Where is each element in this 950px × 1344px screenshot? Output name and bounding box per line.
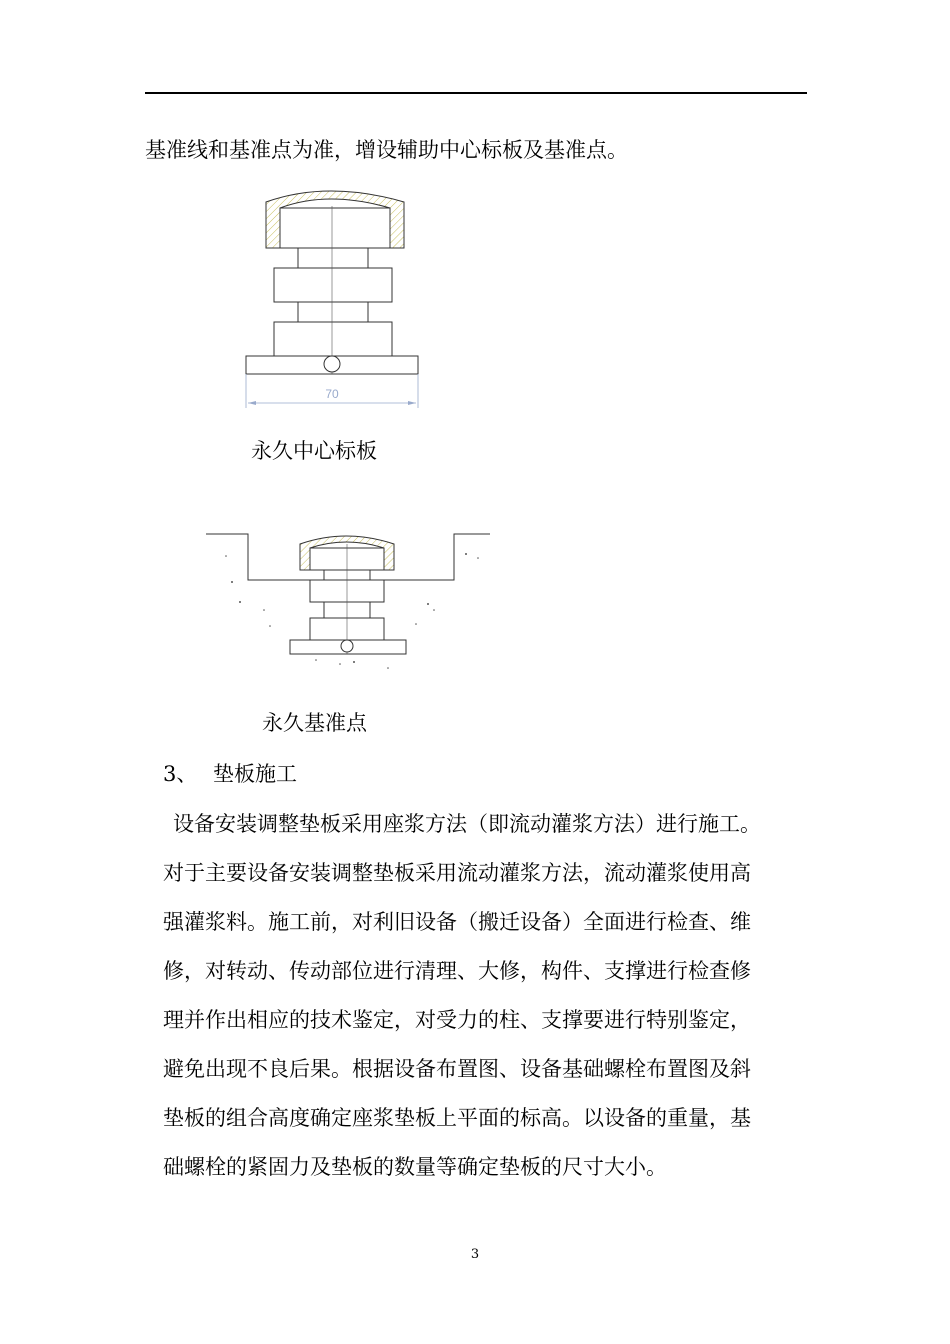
paragraph-line: 修，对转动、传动部位进行清理、大修，构件、支撑进行检查修 — [163, 959, 751, 983]
header-rule — [145, 92, 807, 94]
figure1-caption: 永久中心标板 — [251, 439, 377, 463]
paragraph-line: 础螺栓的紧固力及垫板的数量等确定垫板的尺寸大小。 — [163, 1155, 667, 1179]
cap-hatch — [266, 191, 404, 248]
section-number: 3、 — [163, 762, 198, 786]
page-number: 3 — [470, 1247, 480, 1262]
paragraph-line: 强灌浆料。施工前，对利旧设备（搬迁设备）全面进行检查、维 — [163, 910, 751, 934]
figure2-caption: 永久基准点 — [262, 711, 367, 735]
paragraph-line: 避免出现不良后果。根据设备布置图、设备基础螺栓布置图及斜 — [163, 1057, 751, 1081]
paragraph-line: 对于主要设备安装调整垫板采用流动灌浆方法，流动灌浆使用高 — [163, 861, 751, 885]
center-marker-plate-drawing — [240, 188, 430, 412]
section-title: 垫板施工 — [213, 762, 297, 786]
dimension-label: 70 — [325, 387, 339, 401]
reference-point-drawing — [204, 528, 494, 673]
paragraph-line: 垫板的组合高度确定座浆垫板上平面的标高。以设备的重量，基 — [163, 1106, 751, 1130]
intro-line: 基准线和基准点为准，增设辅助中心标板及基准点。 — [145, 138, 628, 162]
paragraph-line: 理并作出相应的技术鉴定，对受力的柱、支撑要进行特别鉴定， — [163, 1008, 751, 1032]
paragraph-line: 设备安装调整垫板采用座浆方法（即流动灌浆方法）进行施工。 — [173, 812, 761, 836]
section-heading — [163, 760, 297, 788]
